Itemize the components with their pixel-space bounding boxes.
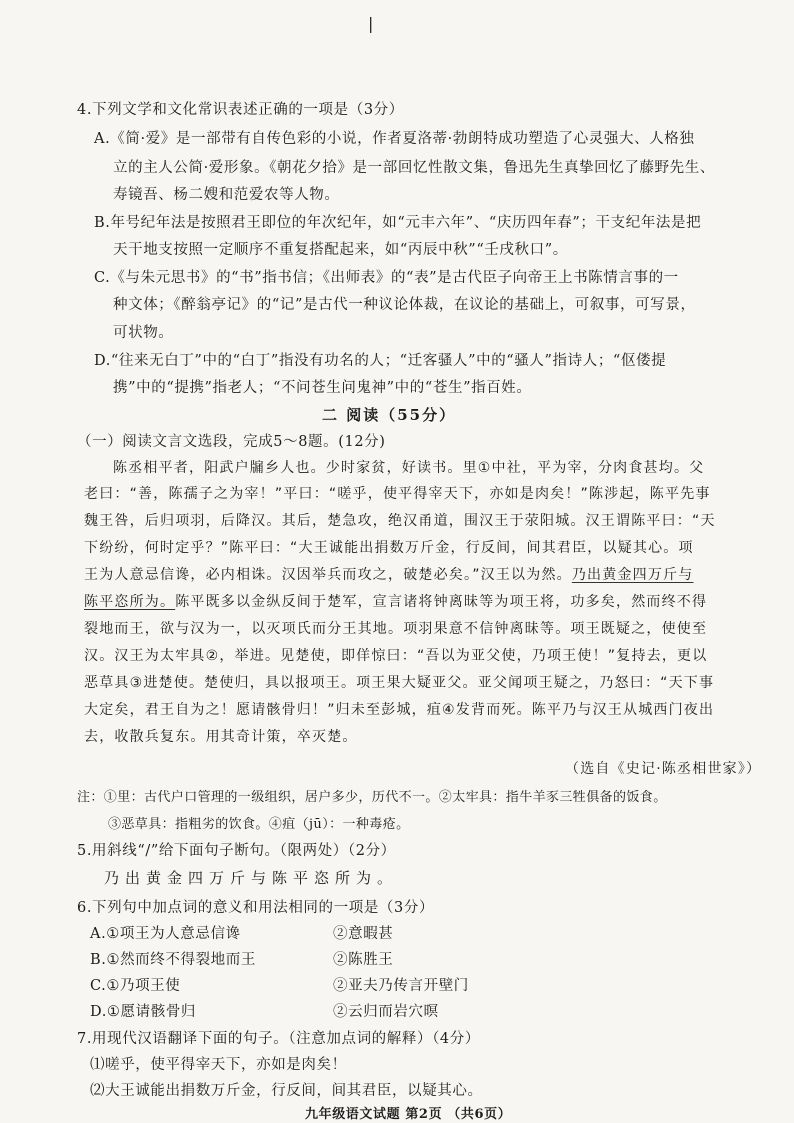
- passage-line-2: 老曰：“善，陈孺子之为宰！”平曰：“嗟乎，使平得宰天下，亦如是肉矣！”陈涉起，陈平先事: [84, 486, 711, 502]
- q4-option-d-line1: D.“往来无白丁”中的“白丁”指没有功名的人；“迁客骚人”中的“骚人”指诗人；“伛偻提: [94, 353, 667, 369]
- passage-line-3: 魏王咎，后归项羽，后降汉。其后，楚急攻，绝汉甬道，围汉王于荥阳城。汉王谓陈平曰：“天: [84, 513, 716, 529]
- q4-option-a-line3: 寿镜吾、杨二嫂和范爱农等人物。: [113, 187, 340, 203]
- q6-option-d-second: ②云归而岩穴暝: [333, 1004, 439, 1020]
- passage-line-5: [84, 564, 693, 584]
- q6-option-a-first: A.①项王为人意忌信谗: [90, 926, 241, 942]
- q4-option-a-line1: A.《简·爱》是一部带有自传色彩的小说，作者夏洛蒂·勃朗特成功塑造了心灵强大、人格独: [94, 131, 695, 147]
- passage-line-8: 汉。汉王为太牢具②，举进。见楚使，即佯惊曰：“吾以为亚父使，乃项王使！”复持去，更以: [84, 648, 708, 664]
- passage-line-5-text: 王为人意忌信谗，必内相诛。汉因举兵而攻之，破楚必矣。”汉王以为然。: [84, 567, 572, 583]
- passage-source: （选自《史记·陈丞相世家》）: [565, 761, 762, 777]
- passage-line-11: 去，收散兵复东。用其奇计策，卒灭楚。: [84, 729, 358, 745]
- q6-option-b-second: ②陈胜王: [333, 952, 394, 968]
- passage-line-10: 大定矣，君王自为之！愿请骸骨归！”归未至彭城，疽④发背而死。陈平乃与汉王从城西门夜出: [84, 702, 715, 718]
- page-footer: 九年级语文试题 第2页 （共6页）: [305, 1107, 512, 1122]
- section-title: 二 阅读（55分）: [322, 406, 457, 424]
- passage-line-6: [84, 591, 707, 611]
- q4-option-c-line3: 可状物。: [113, 325, 174, 341]
- note-line-1: 注：①里：古代户口管理的一级组织，居户多少，历代不一。②太牢具：指牛羊豕三牲俱备的饭食。: [77, 790, 667, 805]
- q6-stem: 6.下列句中加点词的意义和用法相同的一项是（3分）: [77, 900, 435, 916]
- q6-option-b-first: B.①然而终不得裂地而王: [90, 952, 256, 968]
- q6-option-a-second: ②意暇甚: [333, 926, 394, 942]
- part1-heading: （一）阅读文言文选段，完成5～8题。(12分): [77, 434, 386, 450]
- passage-line-1: 陈丞相平者，阳武户牖乡人也。少时家贫，好读书。里①中社，平为宰，分肉食甚均。父: [113, 460, 705, 476]
- underlined-sentence-part1: 乃出黄金四万斤与: [571, 567, 694, 583]
- q4-option-a-line2: 立的主人公简·爱形象。《朝花夕拾》是一部回忆性散文集，鲁迅先生真挚回忆了藤野先生、: [113, 160, 715, 176]
- q4-option-d-line2: 携”中的“提携”指老人；“不问苍生问鬼神”中的“苍生”指百姓。: [113, 380, 532, 396]
- q7-sentence-1: ⑴嗟乎，使平得宰天下，亦如是肉矣！: [90, 1057, 347, 1073]
- q4-option-c-line2: 种文体；《醉翁亭记》的“记”是古代一种议论体裁，在议论的基础上，可叙事，可写景，: [113, 297, 696, 313]
- note-line-2: ③恶草具：指粗劣的饮食。④疽（jū）：一种毒疮。: [108, 817, 410, 832]
- q7-sentence-2: ⑵大王诚能出捐数万斤金，行反间，间其君臣，以疑其心。: [90, 1083, 483, 1099]
- passage-line-6-text: 陈平既多以金纵反间于楚军，宣言诸将钟离昧等为项王将，功多矣，然而终不得: [175, 594, 708, 610]
- top-mark: |: [368, 14, 374, 33]
- passage-line-9: 恶草具③进楚使。楚使归，具以报项王。项王果大疑亚父。亚父闻项王疑之，乃怒曰：“天下事: [84, 675, 715, 691]
- q6-option-c-second: ②亚夫乃传言开壁门: [333, 978, 469, 994]
- q5-stem: 5.用斜线“/”给下面句子断句。（限两处）（2分）: [77, 843, 396, 859]
- q6-option-c-first: C.①乃项王使: [90, 978, 181, 994]
- q5-sentence: 乃出黄金四万斤与陈平恣所为。: [104, 869, 399, 887]
- passage-line-4: 下纷纷，何时定乎？”陈平曰：“大王诚能出捐数万斤金，行反间，间其君臣，以疑其心。项: [84, 540, 694, 556]
- q7-stem: 7.用现代汉语翻译下面的句子。（注意加点词的解释）（4分）: [77, 1031, 480, 1047]
- q4-option-c-line1: C.《与朱元思书》的“书”指书信；《出师表》的“表”是古代臣子向帝王上书陈情言事的一: [94, 270, 679, 286]
- passage-line-7: 裂地而王，欲与汉为一，以灭项氏而分王其地。项羽果意不信钟离昧等。项王既疑之，使使至: [84, 621, 708, 637]
- underlined-sentence-part2: 陈平恣所为。: [84, 594, 176, 610]
- q4-option-b-line1: B.年号纪年法是按照君王即位的年次纪年，如“元丰六年”、“庆历四年春”；干支纪年法是把: [94, 215, 702, 231]
- q4-stem: 4.下列文学和文化常识表述正确的一项是（3分）: [77, 102, 404, 118]
- q4-option-b-line2: 天干地支按照一定顺序不重复搭配起来，如“丙辰中秋”“壬戌秋口”。: [113, 242, 568, 258]
- q6-option-d-first: D.①愿请骸骨归: [90, 1004, 197, 1020]
